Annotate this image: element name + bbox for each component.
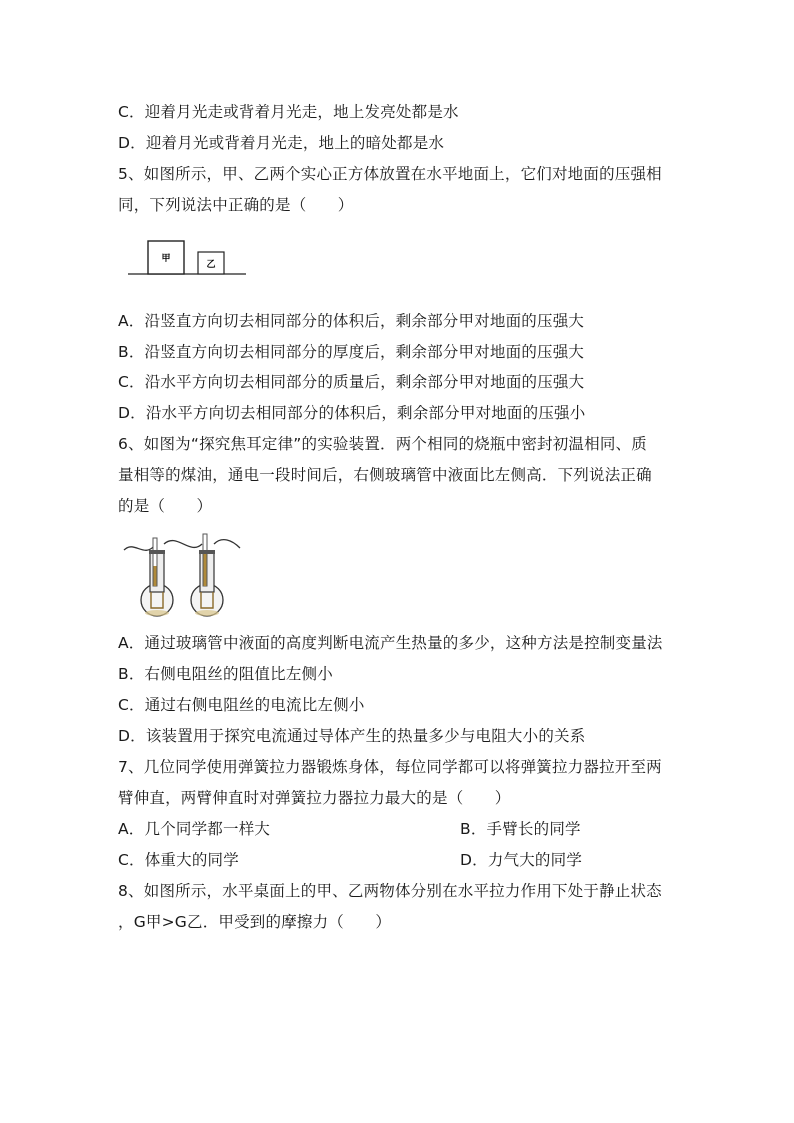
q6-option-c: C．通过右侧电阻丝的电流比左侧小 xyxy=(118,696,365,714)
right-flask xyxy=(191,534,223,616)
cube-yi-label: 乙 xyxy=(206,260,216,270)
q7-option-a: A．几个同学都一样大 xyxy=(118,820,271,838)
q7-option-c: C．体重大的同学 xyxy=(118,851,239,869)
q6-stem-line2: 量相等的煤油，通电一段时间后，右侧玻璃管中液面比左侧高．下列说法正确 xyxy=(118,466,652,484)
q5-cubes-figure xyxy=(128,236,248,278)
q5-option-d: D．沿水平方向切去相同部分的体积后，剩余部分甲对地面的压强小 xyxy=(118,404,586,422)
q5-option-a: A．沿竖直方向切去相同部分的体积后，剩余部分甲对地面的压强大 xyxy=(118,312,585,330)
q6-option-d: D．该装置用于探究电流通过导体产生的热量多少与电阻大小的关系 xyxy=(118,727,586,745)
q7-option-d: D．力气大的同学 xyxy=(460,851,583,869)
q8-stem-line1: 8、如图所示，水平桌面上的甲、乙两物体分别在水平拉力作用下处于静止状态 xyxy=(118,882,662,900)
q5-stem-line1: 5、如图所示，甲、乙两个实心正方体放置在水平地面上，它们对地面的压强相 xyxy=(118,165,662,183)
q5-stem-line2: 同，下列说法中正确的是（ ） xyxy=(118,196,354,214)
q4-option-d: D．迎着月光或背着月光走，地上的暗处都是水 xyxy=(118,134,445,152)
q5-option-c: C．沿水平方向切去相同部分的质量后，剩余部分甲对地面的压强大 xyxy=(118,373,585,391)
q6-stem-line1: 6、如图为“探究焦耳定律”的实验装置．两个相同的烧瓶中密封初温相同、质 xyxy=(118,435,647,453)
q6-option-a: A．通过玻璃管中液面的高度判断电流产生热量的多少，这种方法是控制变量法 xyxy=(118,634,663,652)
q6-flasks-figure xyxy=(122,530,242,620)
q7-stem-line1: 7、几位同学使用弹簧拉力器锻炼身体，每位同学都可以将弹簧拉力器拉开至两 xyxy=(118,758,662,776)
q7-stem-line2: 臂伸直，两臂伸直时对弹簧拉力器拉力最大的是（ ） xyxy=(118,789,511,807)
q7-option-b: B．手臂长的同学 xyxy=(460,820,581,838)
q8-stem-line2: ，G甲>G乙．甲受到的摩擦力（ ） xyxy=(118,913,392,931)
q5-option-b: B．沿竖直方向切去相同部分的厚度后，剩余部分甲对地面的压强大 xyxy=(118,343,585,361)
cube-jia-label: 甲 xyxy=(161,254,171,264)
q6-stem-line3: 的是（ ） xyxy=(118,497,213,515)
q6-option-b: B．右侧电阻丝的阻值比左侧小 xyxy=(118,665,333,683)
q4-option-c: C．迎着月光走或背着月光走，地上发亮处都是水 xyxy=(118,103,459,121)
